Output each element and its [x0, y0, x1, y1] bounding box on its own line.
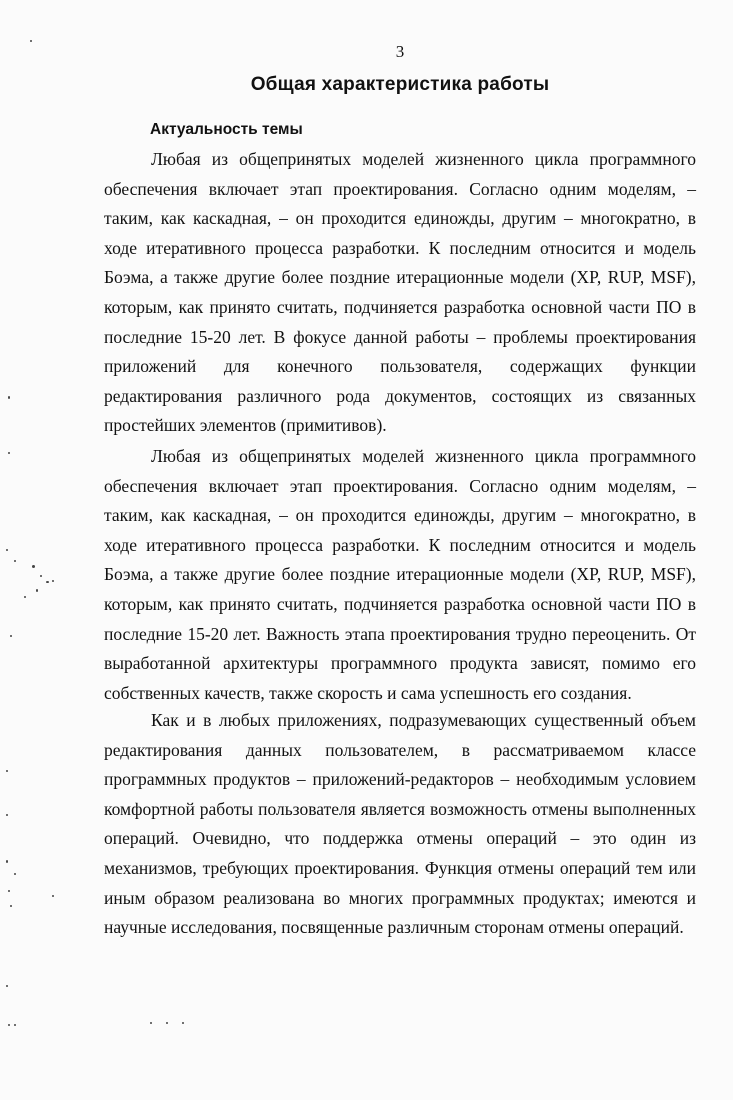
- scan-speck: [32, 565, 35, 568]
- page-number: 3: [395, 42, 405, 61]
- scan-speck: [46, 581, 49, 583]
- paragraph-3: Как и в любых приложениях, подразумевающих существенный объем редактирования данных пользователем, в рассматриваемом классе программных продуктов – приложений-редакторов – необходимым условием комфортной работы пользователя является возможность отмены выполненных операций. Очевидно, что поддержка отмены операций – это один из механизмов, требующих проектирования. Функция отмены операций тем или иным образом реализована во многих программных продуктах; имеются и научные исследования, посвященные различным сторонам отмены операций.: [104, 710, 696, 938]
- scan-speck: [6, 814, 8, 816]
- scan-speck: [8, 452, 10, 454]
- scan-speck: [150, 1022, 152, 1024]
- scan-speck: [40, 575, 42, 577]
- scan-speck: [52, 580, 54, 582]
- scan-speck: [8, 396, 10, 399]
- scan-speck: [8, 890, 10, 892]
- scan-speck: [166, 1022, 168, 1024]
- scan-speck: [14, 1024, 16, 1026]
- scan-speck: [10, 905, 12, 907]
- page-title: Общая характеристика работы: [250, 74, 550, 95]
- scan-speck: [8, 1024, 10, 1026]
- scan-speck: [6, 860, 8, 863]
- section-heading: Актуальность темы: [150, 121, 303, 138]
- scan-speck: [52, 895, 54, 897]
- scan-speck: [6, 985, 8, 987]
- scan-speck: [10, 635, 12, 637]
- scan-speck: [14, 560, 16, 562]
- paragraph-2: Любая из общепринятых моделей жизненного цикла программного обеспечения включает этап проектирования. Согласно одним моделям, – таким, как каскадная, – он проходится единожды, другим – многократно, в ходе итеративного процесса разработки. К последним относится и модель Боэма, а также другие более поздние итерационные модели (XP, RUP, MSF), которым, как принято считать, подчиняется разработка основной части ПО в последние 15-20 лет. Важность этапа проектирования трудно переоценить. От выработанной архитектуры программного продукта зависят, помимо его собственных качеств, также скорость и сама успешность его создания.: [104, 446, 696, 703]
- scan-speck: [36, 589, 38, 592]
- paragraph-1: Любая из общепринятых моделей жизненного цикла программного обеспечения включает этап проектирования. Согласно одним моделям, – таким, как каскадная, – он проходится единожды, другим – многократно, в ходе итеративного процесса разработки. К последним относится и модель Боэма, а также другие более поздние итерационные модели (XP, RUP, MSF), которым, как принято считать, подчиняется разработка основной части ПО в последние 15-20 лет. В фокусе данной работы – проблемы проектирования приложений для конечного пользователя, содержащих функции редактирования различного рода документов, состоящих из связанных простейших элементов (примитивов).: [104, 149, 696, 436]
- scan-speck: [6, 549, 8, 551]
- scan-speck: [24, 596, 26, 598]
- scan-speck: [182, 1022, 184, 1024]
- scan-speck: [6, 770, 8, 772]
- scan-speck: [14, 873, 16, 875]
- scan-speck: [30, 40, 32, 42]
